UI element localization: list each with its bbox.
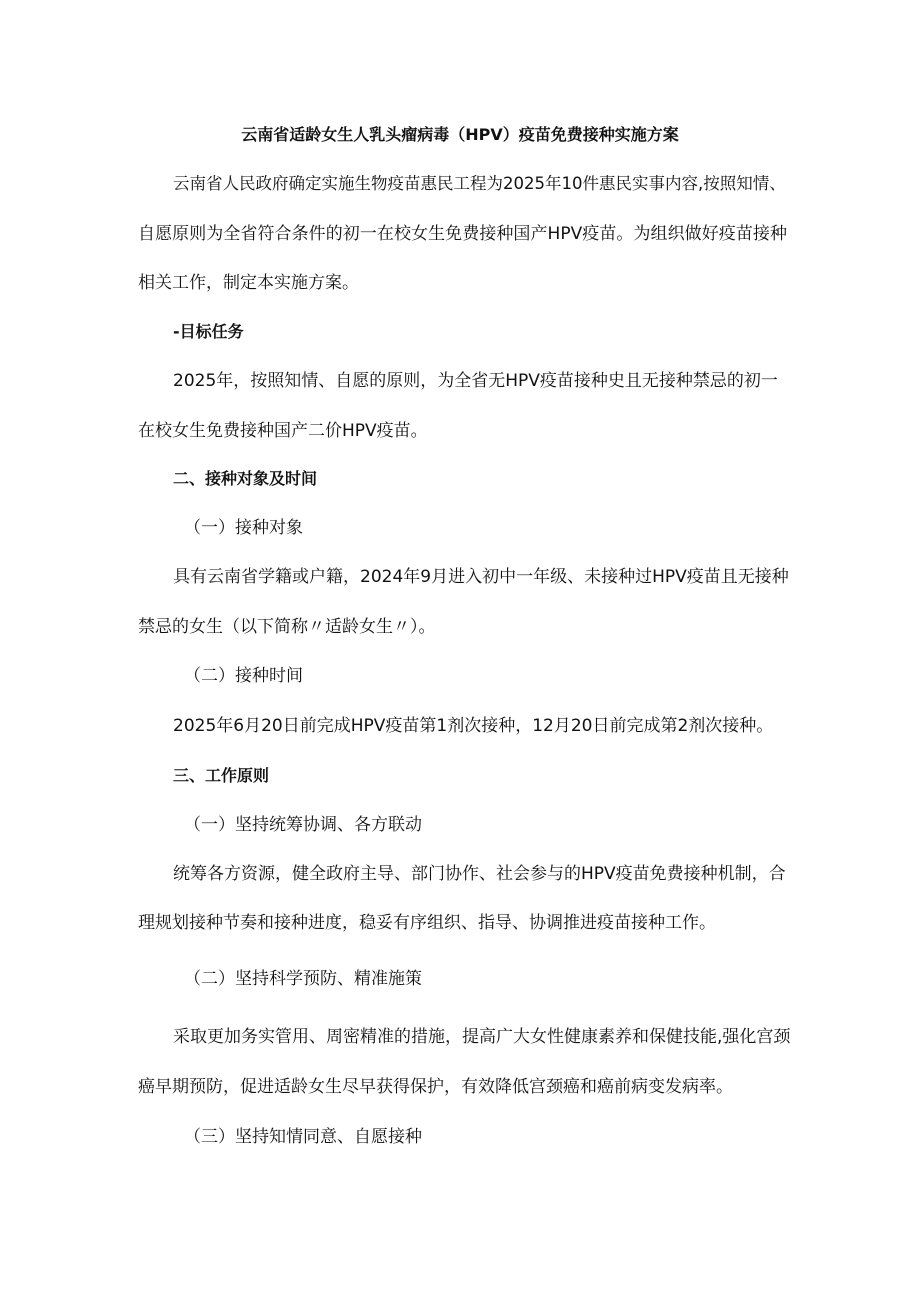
section2-sub1-heading: （一）接种对象 <box>184 518 303 538</box>
section3-sub2-heading: （二）坚持科学预防、精准施策 <box>184 969 422 989</box>
section2-heading: 二、接种对象及时间 <box>173 469 318 488</box>
section3-heading: 三、工作原则 <box>173 766 270 785</box>
section2-sub1-body-line-2: 禁忌的女生（以下简称〃适龄女生〃）。 <box>138 617 436 637</box>
intro-line-3: 相关工作，制定本实施方案。 <box>138 273 359 293</box>
section3-sub1-body-line-1: 统筹各方资源，健全政府主导、部门协作、社会参与的HPV疫苗免费接种机制，合 <box>173 864 786 884</box>
document-title: 云南省适龄女生人乳头瘤病毒（HPV）疫苗免费接种实施方案 <box>241 125 679 144</box>
section3-sub1-body-line-2: 理规划接种节奏和接种进度，稳妥有序组织、指导、协调推进疫苗接种工作。 <box>138 913 716 933</box>
section3-sub2-body-line-1: 采取更加务实管用、周密精准的措施，提高广大女性健康素养和保健技能,强化宫颈 <box>173 1027 791 1047</box>
section2-sub1-body-line-1: 具有云南省学籍或户籍，2024年9月进入初中一年级、未接种过HPV疫苗且无接种 <box>173 567 789 587</box>
section3-sub2-body-line-2: 癌早期预防，促进适龄女生尽早获得保护，有效降低宫颈癌和癌前病变发病率。 <box>138 1077 733 1097</box>
intro-line-2: 自愿原则为全省符合条件的初一在校女生免费接种国产HPV疫苗。为组织做好疫苗接种 <box>138 224 787 244</box>
section2-sub2-body-line-1: 2025年6月20日前完成HPV疫苗第1剂次接种，12月20日前完成第2剂次接种。 <box>173 716 774 736</box>
section3-sub1-heading: （一）坚持统筹协调、各方联动 <box>184 815 422 835</box>
section2-sub2-heading: （二）接种时间 <box>184 666 303 686</box>
section1-heading: -目标任务 <box>173 322 244 341</box>
section1-body-line-2: 在校女生免费接种国产二价HPV疫苗。 <box>138 421 428 441</box>
intro-line-1: 云南省人民政府确定实施生物疫苗惠民工程为2025年10件惠民实事内容,按照知情、 <box>173 174 786 193</box>
section3-sub3-heading: （三）坚持知情同意、自愿接种 <box>184 1127 422 1147</box>
section1-body-line-1: 2025年，按照知情、自愿的原则，为全省无HPV疫苗接种史且无接种禁忌的初一 <box>173 371 778 391</box>
